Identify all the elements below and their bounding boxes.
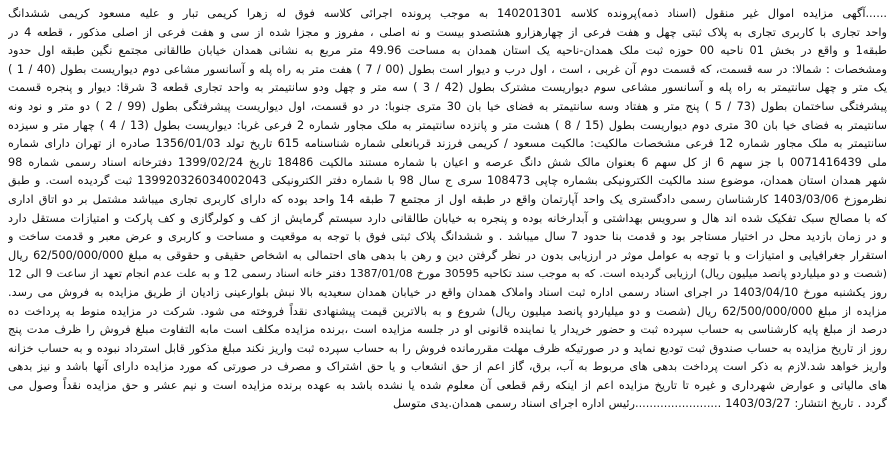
notice-line: روز از تاریخ مزایده به حساب صندوق ثبت تودیع نماید و در صورتیکه ظرف مهلت مقررمانده فروش را به حساب سپرده ثبت واریز نکند مبلغ مذکور قابل استرداد نبوده و به حساب خزانه: [8, 341, 887, 355]
notice-line: ومشخصات : شمالا: در سه قسمت، که قسمت دوم آن غربی ، است ، اول درب و دیوار است بطول (00 / 7 ) هفت متر به راه پله و آسانسور مشاعی دوم دیواریست بطول (40 / 1 ): [8, 62, 887, 76]
notice-line: طبقه1 و واقع در بخش 01 ناحیه 00 حوزه ثبت ملک همدان-ناحیه یک استان همدان به مساحت 49.96 متر مربع به نشانی همدان خیابان طالقانی مجتمع نگین طبقه اول حدود: [8, 44, 887, 58]
notice-line: یک متر و چهل سانتیمتر به راه پله و آسانسور مشاعی سوم دیواریست مشترک بطول (42 / 3 ) سه متر و چهل ودو سانتیمتر به واحد تجاری قطعه 3 شرقا: دیوار و پنجره قسمت: [8, 81, 887, 95]
notice-line: که با مصالح سبک تفکیک شده اند هال و سرویس بهداشتی و آبدارخانه بوده و پنجره به خیابان طالقانی دارد سیستم گرمایش از کف و کولرگازی و کف پارکت و امتیازات مستقل دارد: [8, 211, 887, 225]
notice-line: و در زمان بازدید محل در اختیار مستاجر بود و قدمت بنا حدود 7 سال میباشد . و ششدانگ پلاک ثبتی فوق با توجه به موقعیت و مساحت و کاربری و عرض معبر و قدمت ساخت و: [8, 230, 887, 244]
notice-line: (شصت و دو میلیاردو پانصد میلیون ریال) ارزیابی گردیده است. که به موجب سند تکاحیه 30595 مورخ 1387/01/08 دفتر خانه اسناد رسمی 12 و به علت عدم انجام تعهد از ساعت 9 الی 12: [8, 267, 887, 281]
notice-line-signature: گردد . تاریخ انتشار: 1403/03/27 ........................رئیس اداره اجرای اسناد رسمی همدان.یدی متوسل: [393, 397, 887, 411]
notice-line: استقرار جغرافیایی و امتیازات و با توجه به عوامل موثر در ارزیابی بدون در نظر گرفتن دین و رهن با بدهی های احتمالی به اشخاص حقیقی و حقوقی به مبلغ 62/500/000/000 ریال: [8, 248, 887, 262]
notice-line: واریز خواهد شد.لازم به ذکر است پرداخت بدهی های مربوط به آب، برق، گاز اعم از حق انشعاب و یا حق اشتراک و مصرف در صورتی که مورد مزایده دارای آنها باشد و نیز بدهی: [8, 360, 887, 374]
notice-line: درصد از مبلغ پایه کارشناسی به حساب سپرده ثبت و حضور خریدار یا نماینده قانونی او در جلسه مزایده است ،برنده مزایده مکلف است مابه التفاوت مبلغ فروش را ظرف مدت پنج: [8, 323, 887, 337]
notice-line: ......آگهی مزایده اموال غیر منقول (اسناد ذمه)پرونده کلاسه 140201301 به موجب پرونده اجرائی کلاسه فوق له زهرا کریمی تبار و علیه مسعود کریمی ششدانگ: [8, 7, 887, 20]
notice-line: ملی 0071416439 با جز سهم 6 از کل سهم 6 بعنوان مالک شش دانگ عرصه و اعیان با شماره مستند مالکیت 18486 تاریخ 1399/02/24 دفترخانه اسناد رسمی شماره 98: [8, 155, 887, 169]
notice-line: واحد تجاری با کاربری تجاری به پلاک ثبتی چهل و هفت فرعی از چهارهزارو هشتصدو بیست و نه اصلی ، مفروز و مجزا شده از سی و هفت فرعی از اصلی مذکور ، قطعه 4 در: [8, 25, 887, 39]
notice-line: شهر همدان استان همدان، موضوع سند مالکیت الکترونیکی بشماره چاپی 108473 سری ج سال 98 با شماره دفتر الکترونیکی 139920326034002043 ثبت گردیده است. و طبق: [8, 174, 887, 188]
notice-body: [8, 5, 887, 414]
notice-line: روز یکشنبه مورخ 1403/04/10 در اجرای اسناد رسمی اداره ثبت اسناد واملاک همدان واقع در خیابان همدان سعیدیه بالا نبش بلوارعینی زادیان از طریق مزایده به فروش می رسد.: [8, 285, 887, 299]
notice-line: های مالیاتی و عوارض شهرداری و غیره تا تاریخ مزایده اعم از اینکه رقم قطعی آن معلوم شده یا نشده باشد به عهده برنده مزایده است و نیم عشر و حق مزایده نقداً وصول می: [8, 378, 887, 392]
notice-line: سانتیمتر به فضای خیا بان 30 متری دوم دیواریست بطول (15 / 8 ) هشت متر و پانزده سانتیمتر به ملک مجاور شماره 2 فرعی غربا: دیواریست بطول (13 / 4 ) چهار متر و سیزده: [8, 118, 887, 132]
notice-line: سانتیمتر به ملک مجاور شماره 12 فرعی مشخصات مالکیت: مالکیت مسعود / کریمی فرزند قربانعلی شماره شناسنامه 615 تاریخ تولد 1356/01/03 صادره از تهران دارای شماره: [8, 137, 887, 151]
notice-line: پیشرفتگی ساختمان بطول (73 / 5 ) پنج متر و هفتاد وسه سانتیمتر به فضای خیا بان 30 متری جنوبا: در دو قسمت، اول دیواریست پیشرفتگی بطول (99 / 2 ) دو متر و نود ونه: [8, 99, 887, 113]
notice-line: مزایده از مبلغ 62/500/000/000 ریال (شصت و دو میلیاردو پانصد میلیون ریال) شروع و به بالاترین قیمت پیشنهادی نقداً فروخته می شود. شرکت در مزایده منوط به پرداخت ده: [8, 304, 887, 318]
notice-line: نظرموزخ 1403/03/06 کارشناسان رسمی دادگستری یک واحد آپارتمان واقع در طبقه اول از مجتمع 7 طبقه 14 واحد بوده که دارای کاربری تجاری میباشد مشتمل بر دو اتاق اداری: [8, 192, 887, 206]
